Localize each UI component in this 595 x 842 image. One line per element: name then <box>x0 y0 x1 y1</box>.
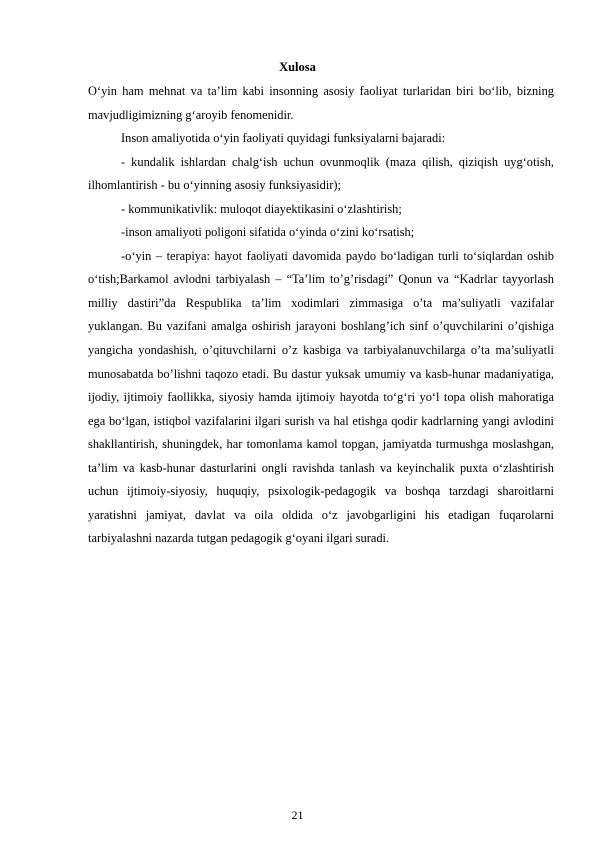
page-title: Xulosa <box>279 60 316 74</box>
paragraph-function-communication: - kommunikativlik: muloqot diayektikasini o‘zlashtirish; <box>121 201 402 216</box>
paragraph-functions-heading: Inson amaliyotida o‘yin faoliyati quyidagi funksiyalarni bajaradi: <box>121 131 446 146</box>
paragraph-function-entertainment: - kundalik ishlardan chalg‘ish uchun ovunmoqlik (maza qilish, qiziqish uyg‘otish, ilhomlantirish - bu o‘yinning asosiy funksiyasidir); <box>88 154 554 193</box>
page-number: 21 <box>291 808 304 822</box>
paragraph-function-practice: -inson amaliyoti poligoni sifatida o‘yinda o‘zini ko‘rsatish; <box>121 225 415 240</box>
paragraph-function-therapy: -o‘yin – terapiya: hayot faoliyati davomida paydo bo‘ladigan turli to‘siqlardan oshib o‘tish;Barkamol avlodni tarbiyalash – “Ta’lim to’g’risdagi” Qonun va “Kadrlar tayyorlash milliy dastiri”da Respublika ta’lim xodimlari zimmasiga o’ta ma’suliyatli vazifalar yuklangan. Bu vazifani amalga oshirish jarayoni boshlang’ich sinf o’quvchilarini o’qishiga yangicha yondashish, o’qituvchilarni o’z kasbiga va tarbiyalanuvchilarga o’ta ma’suliyatli munosabatda bo’lishni taqozo etadi. Bu dastur yuksak umumiy va kasb-hunar madaniyatiga, ijodiy, ijtimoiy faollikka, siyosiy hamda ijtimoiy hayotda to‘g‘ri yo‘l topa olish mahoratiga ega bo‘lgan, istiqbol vazifalarini ilgari surish va hal etishga qodir kadrlarning yangi avlodini shakllantirish, shuningdek, har tomonlama kamol topgan, jamiyatda turmushga moslashgan, ta’lim va kasb-hunar dasturlarini ongli ravishda tanlash va keyinchalik puxta o‘zlashtirish uchun ijtimoiy-siyosiy, huquqiy, psixologik-pedagogik va boshqa tarzdagi sharoitlarni yaratishni jamiyat, davlat va oila oldida o‘z javobgarligini his etadigan fuqarolarni tarbiyalashni nazarda tutgan pedagogik g‘oyani ilgari suradi. <box>88 248 554 546</box>
body-text <box>88 80 554 551</box>
paragraph-intro: O‘yin ham mehnat va ta’lim kabi insonning asosiy faoliyat turlaridan biri bo‘lib, bizning mavjudligimizning g‘aroyib fenomenidir. <box>88 84 554 122</box>
